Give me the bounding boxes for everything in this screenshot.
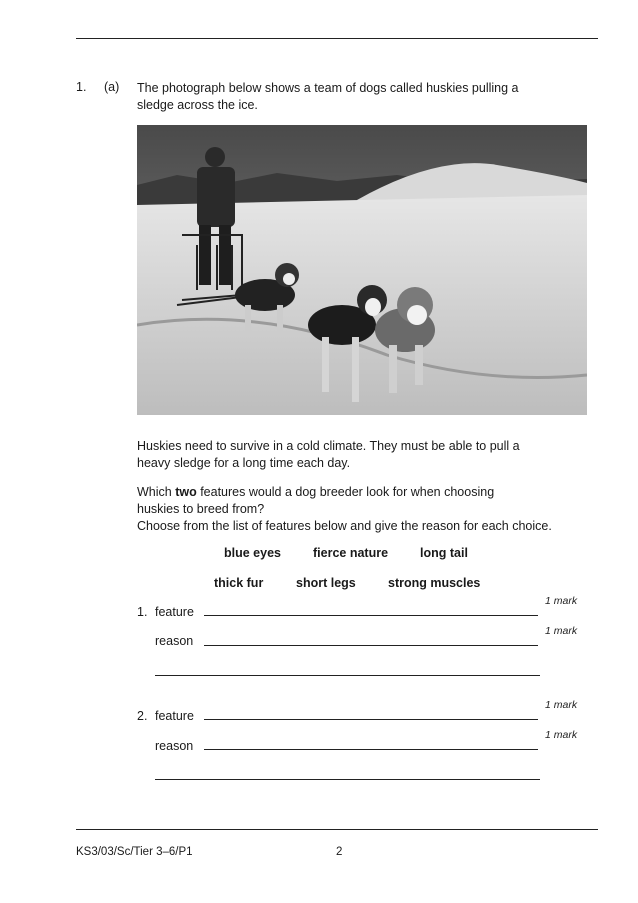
reason-1-answer-line-2[interactable]: [155, 675, 540, 676]
question-intro: [137, 80, 519, 114]
feature-option: short legs: [296, 576, 356, 590]
mark-allocation: 1 mark: [545, 595, 578, 607]
feature-label: feature: [155, 605, 194, 619]
reason-2-answer-line[interactable]: [204, 749, 538, 750]
instruction-emphasis: two: [175, 485, 197, 499]
instruction-paragraph: [137, 484, 552, 535]
footer-code: KS3/03/Sc/Tier 3–6/P1: [76, 846, 193, 858]
top-rule: [76, 38, 598, 39]
answer-number: 1.: [137, 605, 148, 619]
reason-2-answer-line-2[interactable]: [155, 779, 540, 780]
instruction-line-2: huskies to breed from?: [137, 502, 265, 516]
context-line-2: heavy sledge for a long time each day.: [137, 456, 351, 470]
instruction-line-1: [137, 484, 552, 501]
answer-number: 2.: [137, 709, 148, 723]
question-number: 1.: [76, 80, 87, 94]
feature-option: blue eyes: [224, 546, 281, 560]
reason-label: reason: [155, 739, 194, 753]
feature-option: long tail: [420, 546, 468, 560]
reason-label: reason: [155, 634, 194, 648]
instruction-text-b: features would a dog breeder look for when choosing: [196, 485, 495, 499]
feature-1-answer-line[interactable]: [204, 615, 538, 616]
feature-option: fierce nature: [313, 546, 389, 560]
mark-allocation: 1 mark: [545, 699, 578, 711]
feature-option: strong muscles: [388, 576, 481, 590]
mark-allocation: 1 mark: [545, 729, 578, 741]
bottom-rule: [76, 829, 598, 830]
instruction-text-a: Which: [137, 485, 176, 499]
mark-allocation: 1 mark: [545, 625, 578, 637]
intro-line-1: The photograph below shows a team of dogs called huskies pulling a: [137, 81, 519, 95]
context-paragraph: [137, 438, 520, 472]
instruction-line-3: Choose from the list of features below and give the reason for each choice.: [137, 519, 552, 533]
page-number: 2: [336, 846, 343, 858]
question-part: (a): [104, 80, 120, 94]
context-line-1: Huskies need to survive in a cold climate. They must be able to pull a: [137, 439, 520, 453]
intro-line-2: sledge across the ice.: [137, 98, 258, 112]
reason-1-answer-line[interactable]: [204, 645, 538, 646]
feature-option: thick fur: [214, 576, 264, 590]
huskies-photograph: [137, 125, 587, 415]
feature-label: feature: [155, 709, 194, 723]
feature-2-answer-line[interactable]: [204, 719, 538, 720]
